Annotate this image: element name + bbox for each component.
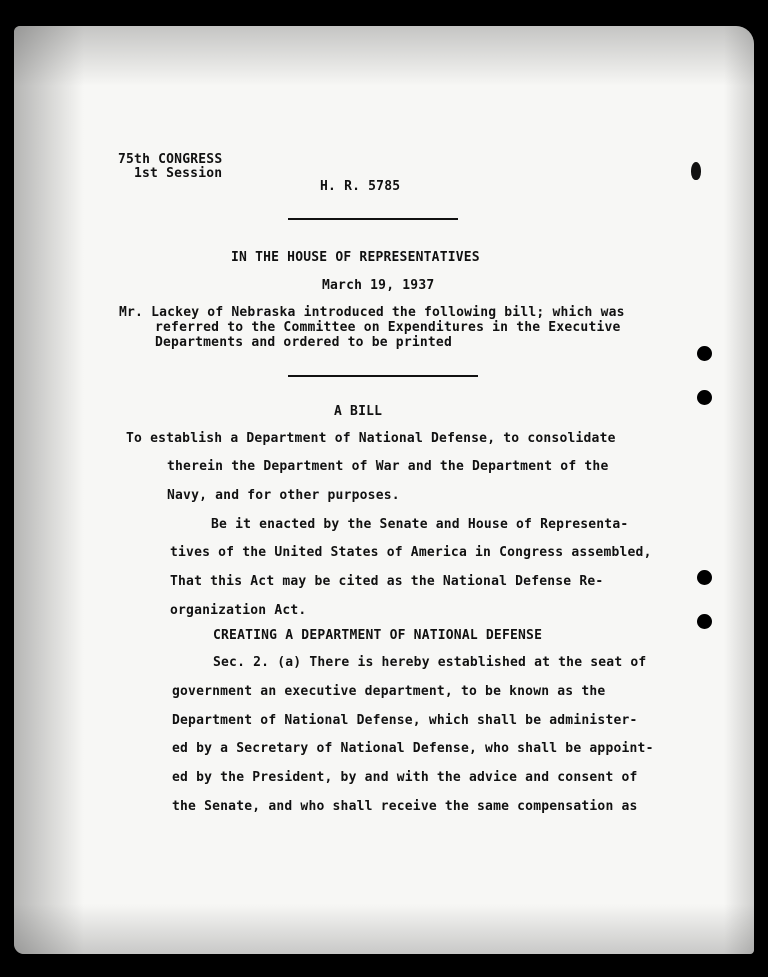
section-line-4: ed by a Secretary of National Defense, who shall be appoint- [172, 741, 654, 756]
ink-mark-icon [691, 162, 701, 180]
section-line-5: ed by the President, by and with the advice and consent of [172, 770, 638, 785]
punch-hole-icon [697, 614, 712, 629]
purpose-line-2: therein the Department of War and the Department of the [167, 459, 609, 474]
punch-hole-icon [697, 346, 712, 361]
purpose-line-3: Navy, and for other purposes. [167, 488, 400, 503]
intro-rule [288, 375, 478, 377]
intro-line-1: Mr. Lackey of Nebraska introduced the following bill; which was [119, 305, 625, 320]
scan-edge-left [14, 26, 84, 954]
date: March 19, 1937 [322, 278, 435, 293]
section-line-6: the Senate, and who shall receive the same compensation as [172, 799, 638, 814]
scan-edge-right [724, 26, 754, 954]
purpose-line-1: To establish a Department of National Defense, to consolidate [126, 431, 616, 446]
header-rule [288, 218, 458, 220]
enacting-line-3: That this Act may be cited as the National Defense Re- [170, 574, 604, 589]
punch-hole-icon [697, 570, 712, 585]
section-line-3: Department of National Defense, which shall be administer- [172, 713, 638, 728]
bill-number: H. R. 5785 [320, 179, 401, 194]
scan-edge-top [14, 26, 754, 86]
bill-title: A BILL [334, 404, 383, 419]
session-label: 1st Session [134, 166, 223, 181]
congress-label: 75th CONGRESS [118, 152, 223, 167]
enacting-line-1: Be it enacted by the Senate and House of Representa- [211, 517, 629, 532]
house-title: IN THE HOUSE OF REPRESENTATIVES [231, 250, 480, 265]
enacting-line-2: tives of the United States of America in Congress assembled, [170, 545, 652, 560]
section-line-2: government an executive department, to be known as the [172, 684, 606, 699]
enacting-line-4: organization Act. [170, 603, 307, 618]
scan-edge-bottom [14, 904, 754, 954]
intro-line-2: referred to the Committee on Expenditures in the Executive [155, 320, 621, 335]
intro-line-3: Departments and ordered to be printed [155, 335, 452, 350]
punch-hole-icon [697, 390, 712, 405]
section-heading: CREATING A DEPARTMENT OF NATIONAL DEFENSE [213, 628, 543, 643]
section-line-1: Sec. 2. (a) There is hereby established at the seat of [213, 655, 647, 670]
